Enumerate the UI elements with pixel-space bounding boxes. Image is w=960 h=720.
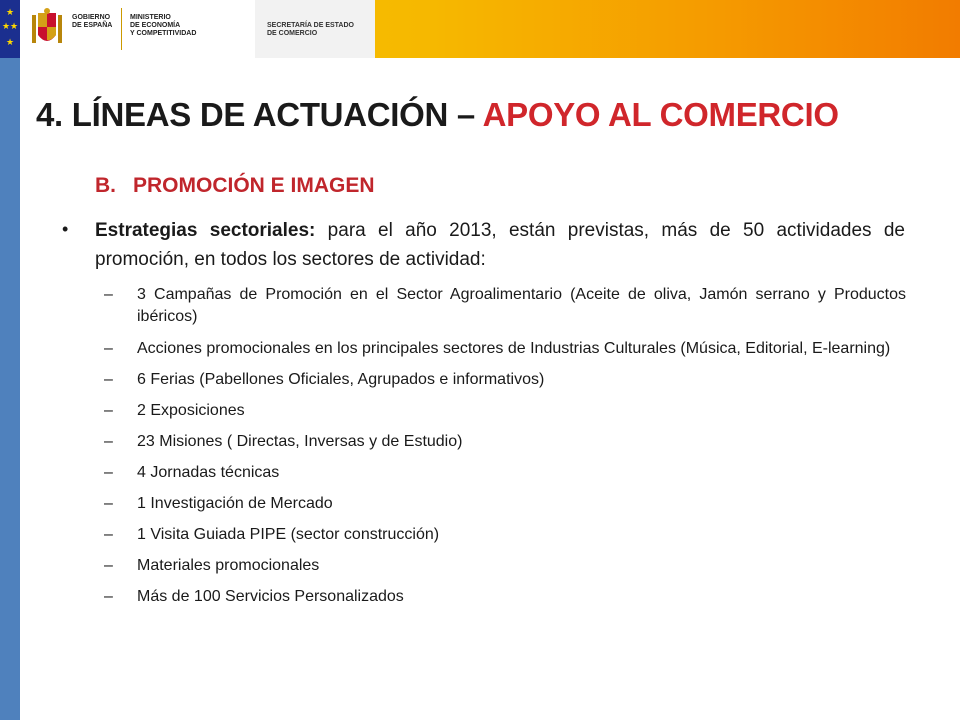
list-item bbox=[104, 586, 906, 608]
list-item-text: 2 Exposiciones bbox=[137, 402, 245, 419]
intro-bold: Estrategias sectoriales: bbox=[95, 220, 316, 241]
government-line-1: GOBIERNO bbox=[72, 14, 111, 21]
list-item bbox=[104, 400, 906, 422]
dash-icon: – bbox=[104, 433, 113, 450]
list-item-text: Acciones promocionales en los principales sectores de Industrias Culturales (Música, Editorial, E-learning) bbox=[137, 340, 891, 357]
bullet-icon: • bbox=[62, 219, 69, 239]
government-label bbox=[72, 14, 112, 30]
dash-icon: – bbox=[104, 495, 113, 512]
list-item bbox=[104, 462, 906, 484]
list-item-text: 1 Investigación de Mercado bbox=[137, 495, 333, 512]
section-label: PROMOCIÓN E IMAGEN bbox=[133, 174, 375, 197]
activity-list bbox=[104, 284, 906, 608]
title-prefix: 4. LÍNEAS DE ACTUACIÓN – bbox=[36, 96, 483, 133]
list-item bbox=[104, 284, 906, 328]
dash-icon: – bbox=[104, 286, 113, 303]
list-item-text: 6 Ferias (Pabellones Oficiales, Agrupados e informativos) bbox=[137, 371, 545, 388]
dash-icon: – bbox=[104, 588, 113, 605]
side-bar bbox=[0, 58, 20, 720]
list-item bbox=[104, 524, 906, 546]
dash-icon: – bbox=[104, 340, 113, 357]
dash-icon: – bbox=[104, 402, 113, 419]
list-item-text: Más de 100 Servicios Personalizados bbox=[137, 588, 404, 605]
government-line-2: DE ESPAÑA bbox=[72, 22, 113, 29]
secretariat-label bbox=[267, 22, 354, 38]
ministry-line-2: DE ECONOMÍA bbox=[130, 22, 181, 29]
intro-text: para el año 2013, están previstas, más de 50 actividades de promoción, en todos los sectores de actividad: bbox=[95, 220, 905, 270]
list-item bbox=[104, 369, 906, 391]
section-heading bbox=[95, 174, 375, 198]
dash-icon: – bbox=[104, 371, 113, 388]
list-item-text: 3 Campañas de Promoción en el Sector Agroalimentario (Aceite de oliva, Jamón serrano y Productos ibéricos) bbox=[137, 286, 906, 325]
dash-icon: – bbox=[104, 557, 113, 574]
list-item-text: 1 Visita Guiada PIPE (sector construcción) bbox=[137, 526, 440, 543]
dash-icon: – bbox=[104, 464, 113, 481]
secretariat-line-2: DE COMERCIO bbox=[267, 30, 318, 37]
list-item bbox=[104, 493, 906, 515]
list-item bbox=[104, 338, 906, 360]
slide-title bbox=[36, 96, 839, 134]
divider bbox=[121, 8, 122, 50]
dash-icon: – bbox=[104, 526, 113, 543]
list-item bbox=[104, 555, 906, 577]
eu-flag-strip bbox=[0, 0, 20, 58]
secretariat-line-1: SECRETARÍA DE ESTADO bbox=[267, 22, 354, 29]
ministry-line-1: MINISTERIO bbox=[130, 14, 171, 21]
list-item bbox=[104, 431, 906, 453]
list-item-text: Materiales promocionales bbox=[137, 557, 320, 574]
title-accent: APOYO AL COMERCIO bbox=[482, 96, 839, 133]
ministry-label bbox=[130, 14, 196, 38]
section-letter: B. bbox=[95, 174, 116, 197]
ministry-line-3: Y COMPETITIVIDAD bbox=[130, 30, 197, 37]
list-item-text: 4 Jornadas técnicas bbox=[137, 464, 280, 481]
star-icon: ★ bbox=[2, 21, 11, 31]
star-icon: ★ bbox=[6, 7, 15, 17]
star-icon: ★ bbox=[6, 37, 15, 47]
list-item-text: 23 Misiones ( Directas, Inversas y de Estudio) bbox=[137, 433, 463, 450]
coat-of-arms-icon bbox=[30, 7, 64, 51]
star-icon: ★ bbox=[10, 21, 19, 31]
intro-paragraph bbox=[95, 216, 905, 274]
